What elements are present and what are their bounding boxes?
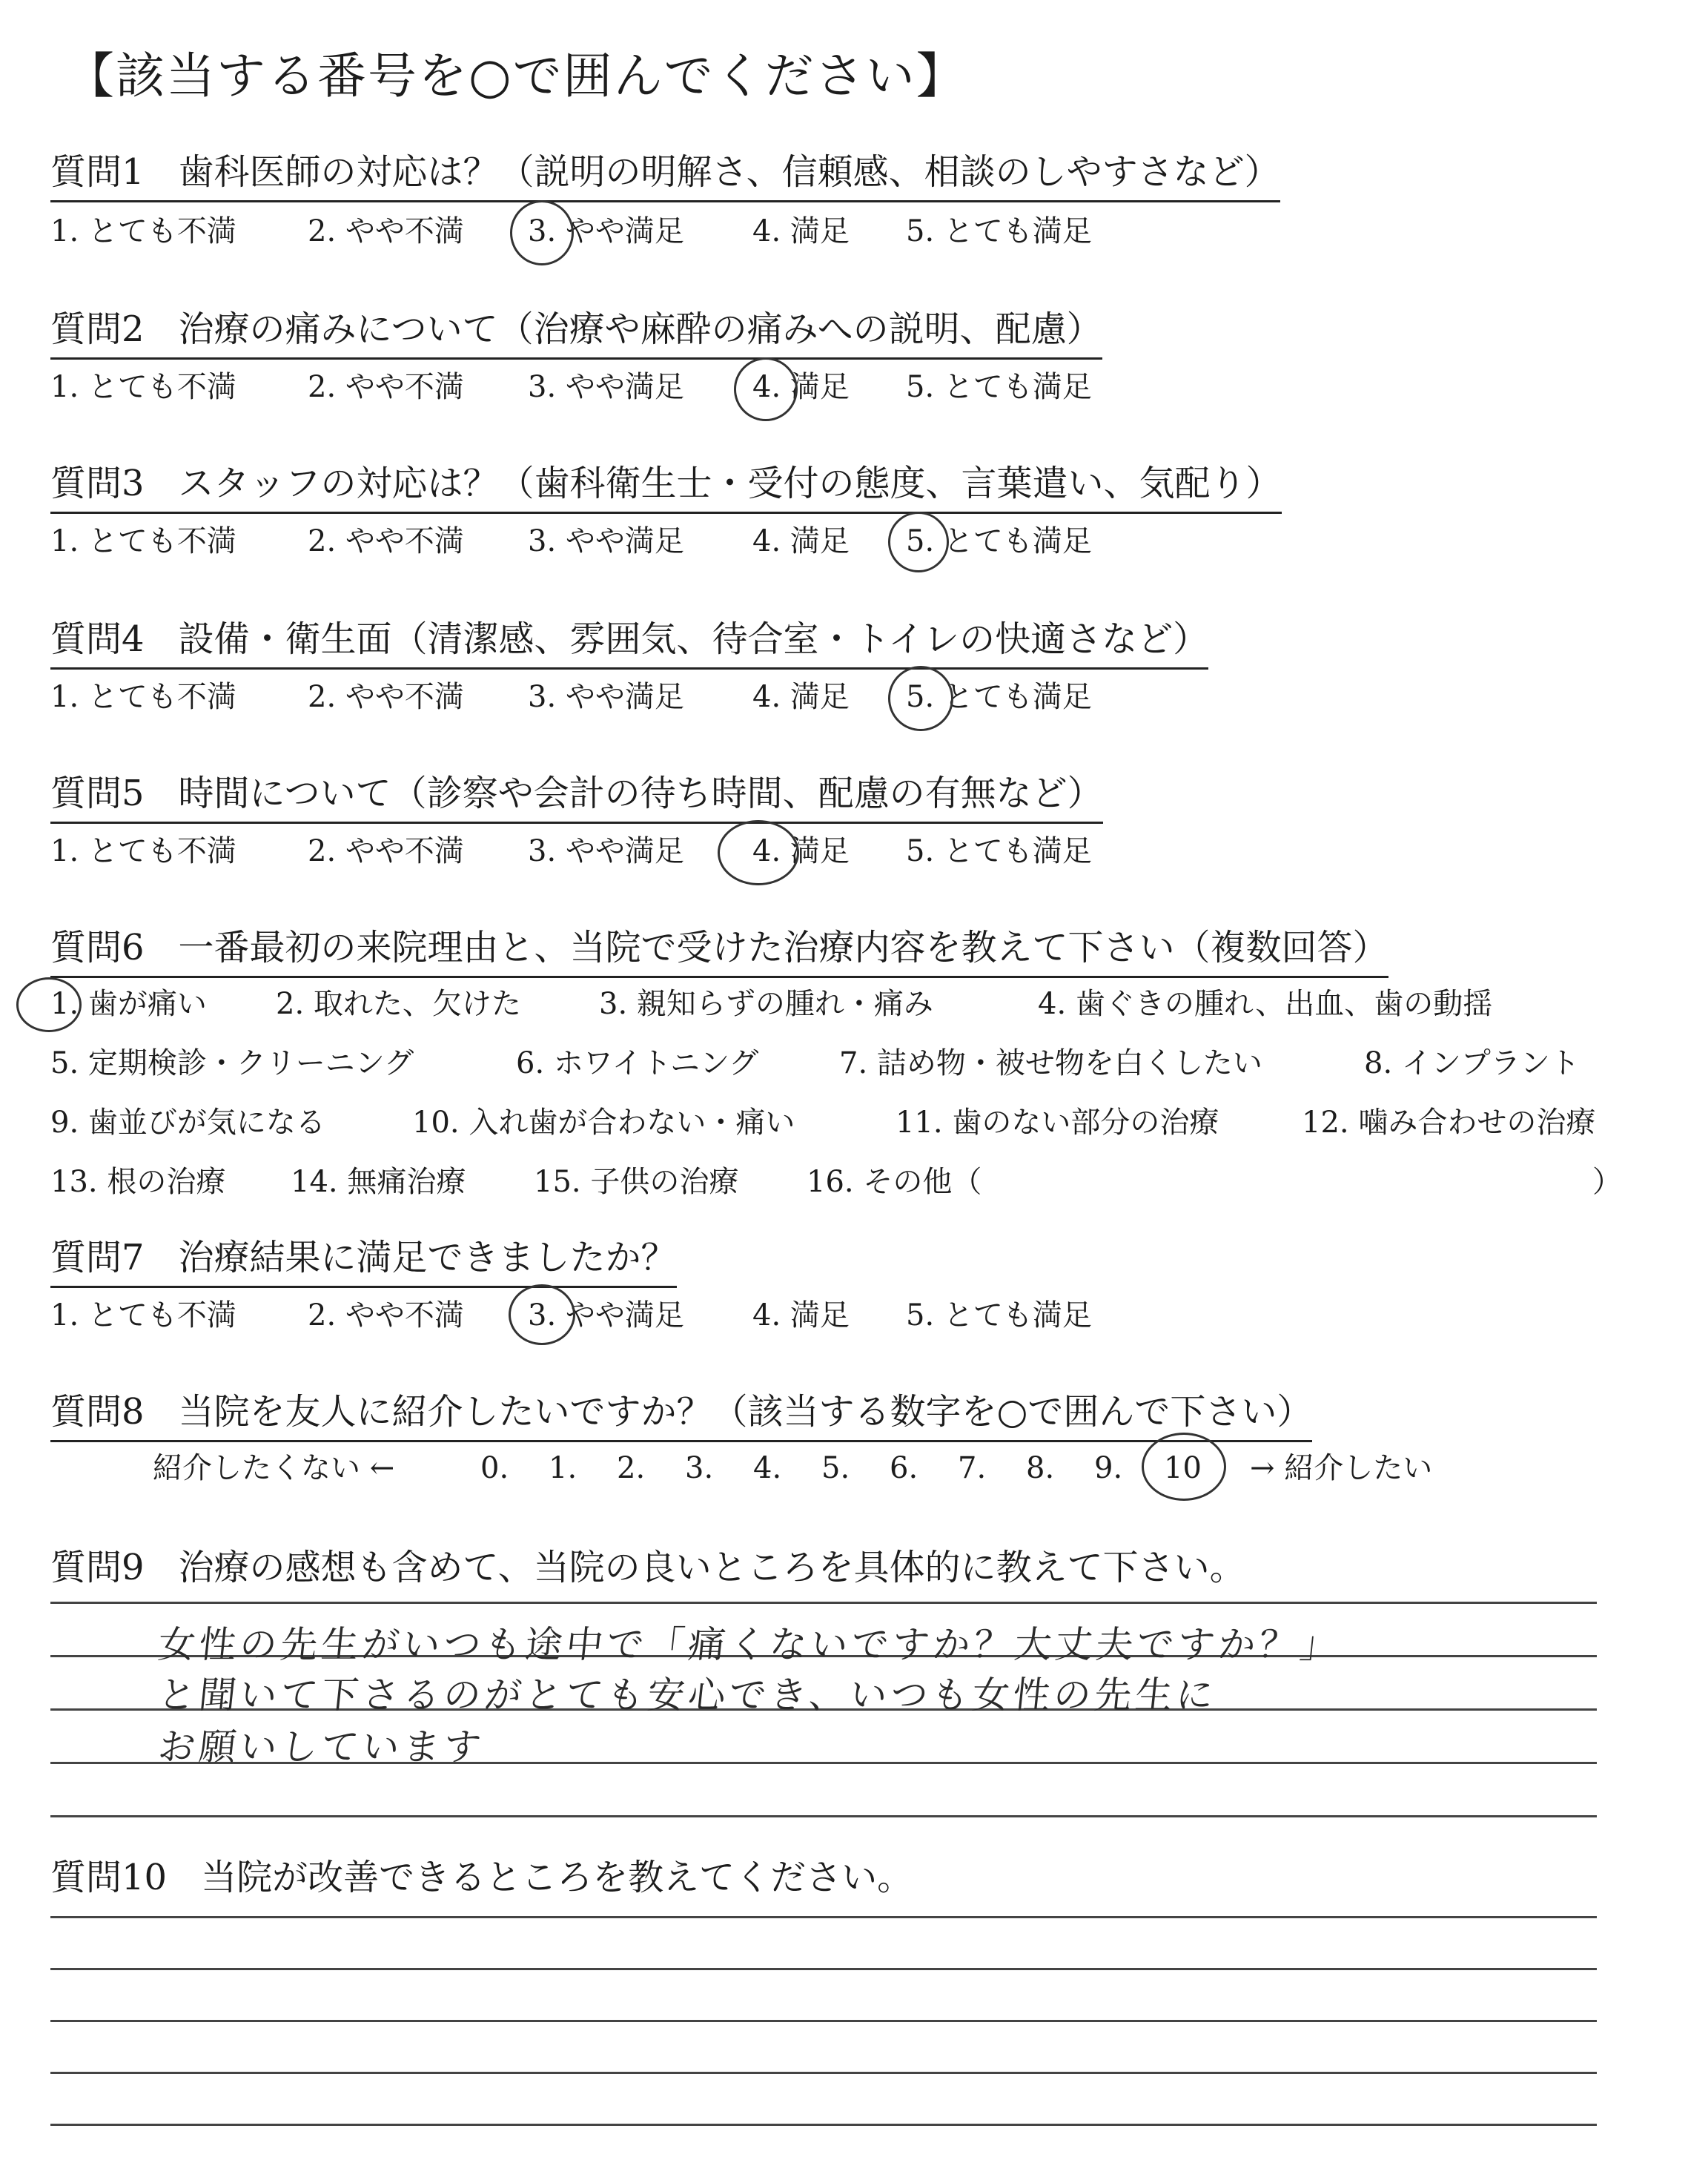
q8-scale-9[interactable]: 9.: [1094, 1451, 1123, 1485]
q4-option-3[interactable]: 3. やや満足: [528, 680, 684, 714]
q6-option-8[interactable]: 8. インプラント: [1364, 1046, 1580, 1080]
q4-option-5[interactable]: 5. とても満足: [906, 680, 1092, 714]
q6-option-2[interactable]: 2. 取れた、欠けた: [276, 987, 521, 1021]
q10-answer-rule-1: [50, 1916, 1597, 1918]
q6-option-12[interactable]: 12. 噛み合わせの治療: [1302, 1106, 1596, 1140]
question-1-text: 歯科医師の対応は？（説明の明解さ、信頼感、相談のしやすさなど）: [178, 151, 1280, 193]
question-10-title: [50, 1854, 913, 1901]
q8-selection-circle: [1142, 1433, 1226, 1501]
q8-scale-2[interactable]: 2.: [617, 1451, 646, 1485]
q8-left-label: 紹介したくない ←: [153, 1451, 395, 1485]
q2-option-5[interactable]: 5. とても満足: [906, 370, 1092, 404]
q5-option-2[interactable]: 2. やや不満: [308, 834, 464, 868]
q8-scale-7[interactable]: 7.: [958, 1451, 987, 1485]
question-4-text: 設備・衛生面（清潔感、雰囲気、待合室・トイレの快適さなど）: [178, 618, 1209, 660]
q6-option-1[interactable]: 1. 歯が痛い: [50, 987, 207, 1021]
q7-option-1[interactable]: 1. とても不満: [50, 1298, 236, 1332]
question-5-label: 質問5: [50, 773, 145, 814]
question-6-title: [50, 924, 1388, 978]
q7-option-3[interactable]: 3. やや満足: [528, 1298, 684, 1332]
q8-scale-8[interactable]: 8.: [1026, 1451, 1055, 1485]
q4-option-1[interactable]: 1. とても不満: [50, 680, 236, 714]
q1-option-1[interactable]: 1. とても不満: [50, 214, 236, 248]
q2-selection-circle: [734, 357, 798, 421]
question-7-text: 治療結果に満足できましたか？: [178, 1237, 677, 1278]
question-9-text: 治療の感想も含めて、当院の良いところを具体的に教えて下さい。: [178, 1547, 1245, 1588]
question-5-title: [50, 770, 1103, 824]
q3-option-2[interactable]: 2. やや不満: [308, 524, 464, 558]
question-7-title: [50, 1234, 677, 1288]
q9-answer-rule-1: [50, 1602, 1597, 1604]
q3-option-1[interactable]: 1. とても不満: [50, 524, 236, 558]
q4-selection-circle: [888, 666, 953, 731]
q2-option-4[interactable]: 4. 満足: [752, 370, 850, 404]
q8-right-label: → 紹介したい: [1250, 1451, 1433, 1485]
q6-option-4[interactable]: 4. 歯ぐきの腫れ、出血、歯の動揺: [1038, 987, 1493, 1021]
q3-option-4[interactable]: 4. 満足: [752, 524, 850, 558]
question-9-title: [50, 1544, 1245, 1591]
q6-option-11[interactable]: 11. 歯のない部分の治療: [896, 1106, 1219, 1140]
page-header: 【該当する番号を○で囲んでください】: [65, 47, 967, 105]
question-2-title: [50, 305, 1102, 360]
q9-handwritten-line-2: と聞いて下さるのがとても安心でき、いつも女性の先生に: [156, 1674, 1219, 1717]
q3-option-3[interactable]: 3. やや満足: [528, 524, 684, 558]
q5-selection-circle: [718, 820, 799, 885]
q1-option-3[interactable]: 3. やや満足: [528, 214, 684, 248]
q3-selection-circle: [888, 512, 949, 572]
q6-option-15[interactable]: 15. 子供の治療: [534, 1165, 739, 1199]
q6-option-7[interactable]: 7. 詰め物・被せ物を白くしたい: [839, 1046, 1262, 1080]
q10-answer-rule-3: [50, 2020, 1597, 2022]
q5-option-5[interactable]: 5. とても満足: [906, 834, 1092, 868]
q4-option-2[interactable]: 2. やや不満: [308, 680, 464, 714]
question-3-title: [50, 460, 1282, 514]
q1-option-5[interactable]: 5. とても満足: [906, 214, 1092, 248]
question-10-text: 当院が改善できるところを教えてください。: [201, 1857, 913, 1898]
q8-scale-5[interactable]: 5.: [821, 1451, 850, 1485]
q8-scale-0[interactable]: 0.: [480, 1451, 509, 1485]
q6-option-6[interactable]: 6. ホワイトニング: [516, 1046, 759, 1080]
q10-answer-rule-5: [50, 2124, 1597, 2126]
question-2-text: 治療の痛みについて（治療や麻酔の痛みへの説明、配慮）: [178, 308, 1102, 350]
q1-option-2[interactable]: 2. やや不満: [308, 214, 464, 248]
question-8-text: 当院を友人に紹介したいですか？（該当する数字を○で囲んで下さい）: [178, 1391, 1313, 1433]
q7-option-4[interactable]: 4. 満足: [752, 1298, 850, 1332]
question-6-label: 質問6: [50, 927, 145, 968]
q5-option-3[interactable]: 3. やや満足: [528, 834, 684, 868]
question-5-text: 時間について（診察や会計の待ち時間、配慮の有無など）: [178, 773, 1103, 814]
q2-option-1[interactable]: 1. とても不満: [50, 370, 236, 404]
question-1-title: [50, 148, 1280, 202]
q5-option-1[interactable]: 1. とても不満: [50, 834, 236, 868]
q6-option-16[interactable]: 16. その他（: [807, 1165, 982, 1199]
question-3-text: スタッフの対応は？（歯科衛生士・受付の態度、言葉遣い、気配り）: [178, 463, 1282, 504]
q9-answer-rule-5: [50, 1815, 1597, 1817]
q7-option-5[interactable]: 5. とても満足: [906, 1298, 1092, 1332]
q6-option-9[interactable]: 9. 歯並びが気になる: [50, 1106, 325, 1140]
q6-selection-circle: [16, 977, 82, 1032]
q8-scale-3[interactable]: 3.: [685, 1451, 714, 1485]
q6-other-close-paren: ）: [1592, 1165, 1622, 1199]
q2-option-2[interactable]: 2. やや不満: [308, 370, 464, 404]
question-4-label: 質問4: [50, 618, 145, 660]
q8-scale-6[interactable]: 6.: [890, 1451, 918, 1485]
q6-option-14[interactable]: 14. 無痛治療: [291, 1165, 466, 1199]
q6-option-5[interactable]: 5. 定期検診・クリーニング: [50, 1046, 414, 1080]
question-9-label: 質問9: [50, 1547, 145, 1588]
question-6-text: 一番最初の来院理由と、当院で受けた治療内容を教えて下さい（複数回答）: [178, 927, 1388, 968]
q9-handwritten-line-1: 女性の先生がいつも途中で「痛くないですか？大丈夫ですか？」: [156, 1623, 1343, 1666]
q10-answer-rule-2: [50, 1968, 1597, 1970]
q6-option-10[interactable]: 10. 入れ歯が合わない・痛い: [412, 1106, 795, 1140]
q1-option-4[interactable]: 4. 満足: [752, 214, 850, 248]
question-2-label: 質問2: [50, 308, 145, 350]
q2-option-3[interactable]: 3. やや満足: [528, 370, 684, 404]
question-8-label: 質問8: [50, 1391, 145, 1433]
q10-answer-rule-4: [50, 2072, 1597, 2074]
q8-scale-4[interactable]: 4.: [753, 1451, 782, 1485]
q8-scale-10[interactable]: 10: [1164, 1451, 1202, 1485]
q9-handwritten-line-3: お願いしています: [156, 1725, 487, 1768]
q7-option-2[interactable]: 2. やや不満: [308, 1298, 464, 1332]
q4-option-4[interactable]: 4. 満足: [752, 680, 850, 714]
question-8-title: [50, 1388, 1312, 1442]
question-7-label: 質問7: [50, 1237, 145, 1278]
question-1-label: 質問1: [50, 151, 145, 193]
question-4-title: [50, 615, 1208, 670]
q1-selection-circle: [510, 200, 574, 265]
question-10-label: 質問10: [50, 1857, 168, 1898]
q6-option-13[interactable]: 13. 根の治療: [50, 1165, 226, 1199]
q3-option-5[interactable]: 5. とても満足: [906, 524, 1092, 558]
question-3-label: 質問3: [50, 463, 145, 504]
q5-option-4[interactable]: 4. 満足: [752, 834, 850, 868]
q7-selection-circle: [509, 1284, 575, 1345]
q6-option-3[interactable]: 3. 親知らずの腫れ・痛み: [599, 987, 933, 1021]
q8-scale-1[interactable]: 1.: [549, 1451, 577, 1485]
